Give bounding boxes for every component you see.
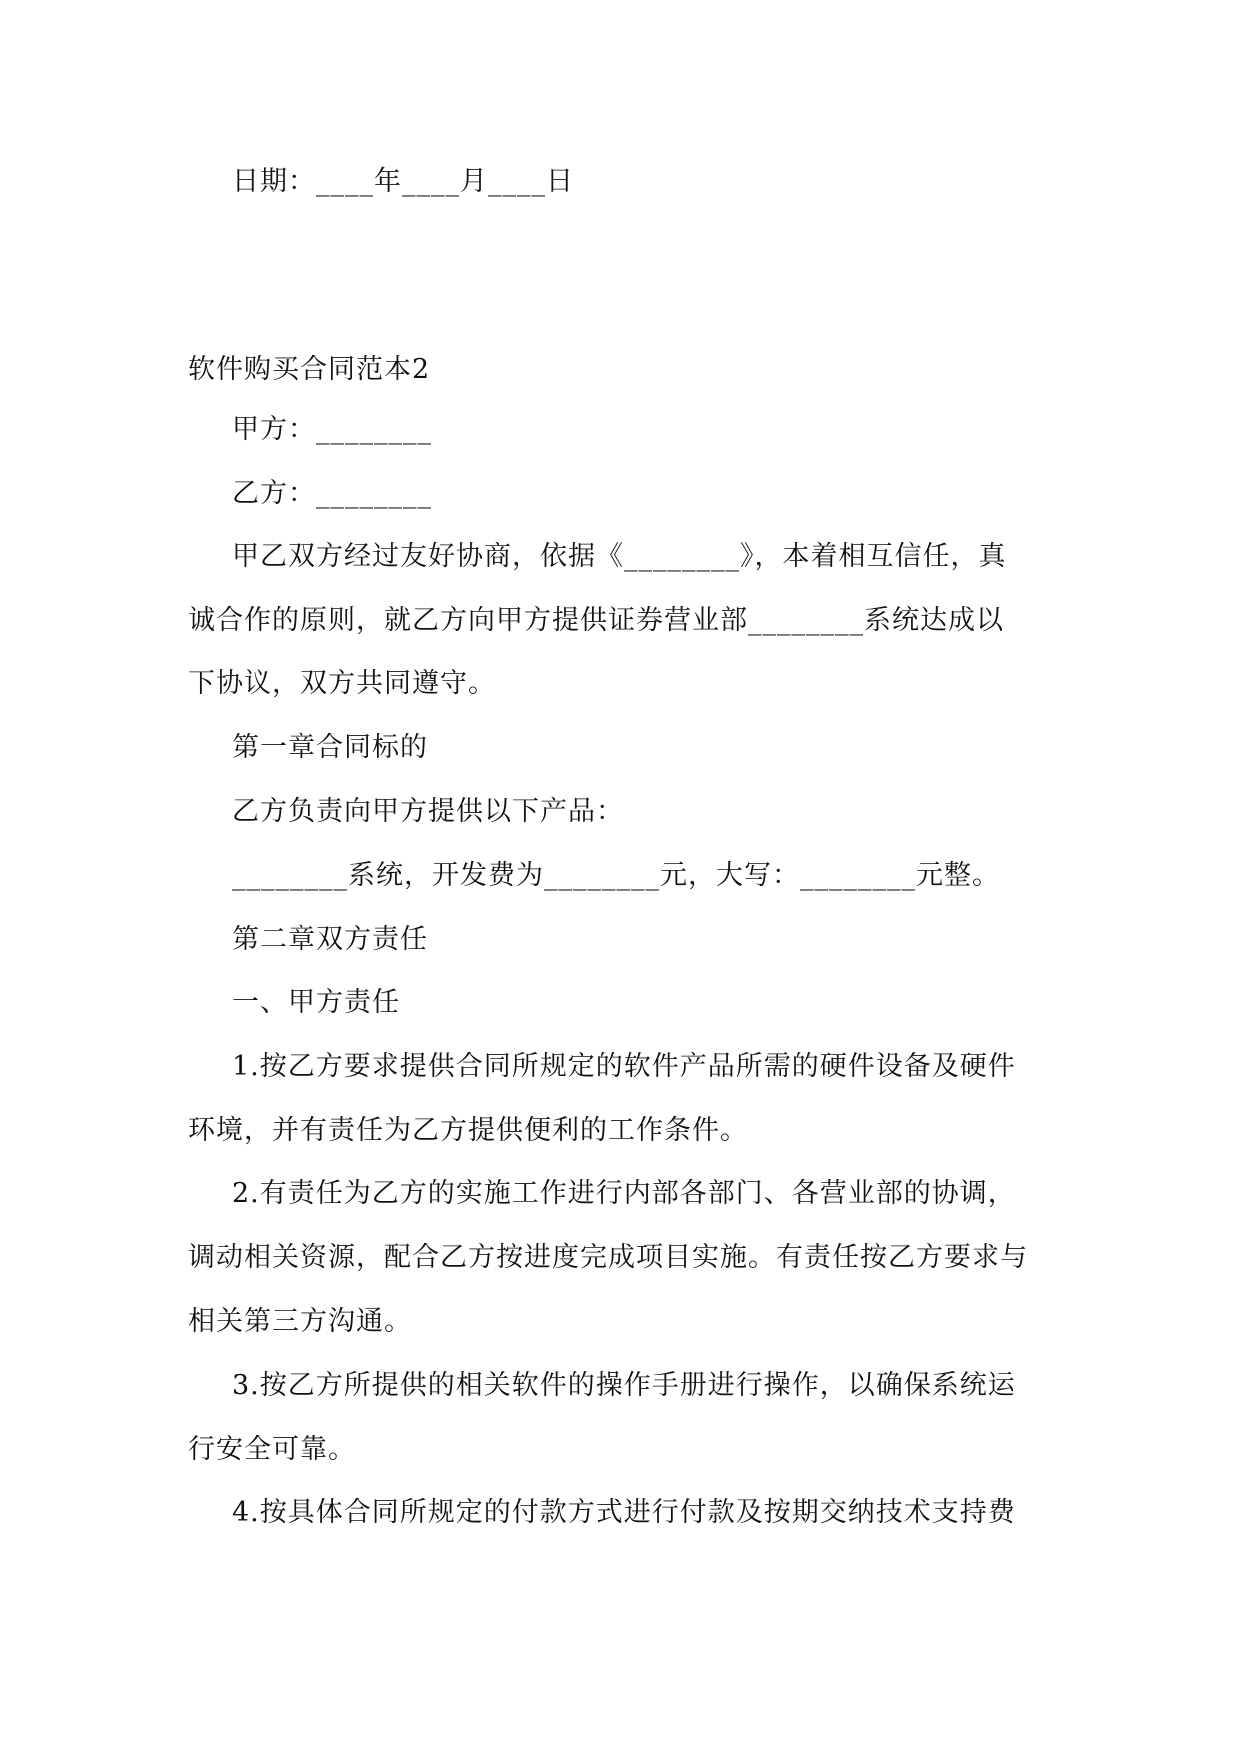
- item1-line-2: 环境，并有责任为乙方提供便利的工作条件。: [188, 1115, 748, 1146]
- chapter1-text: 乙方负责向甲方提供以下产品：: [232, 796, 624, 827]
- party-b-line: 乙方：________: [232, 478, 432, 509]
- item2-line-2: 调动相关资源，配合乙方按进度完成项目实施。有责任按乙方要求与: [188, 1242, 1028, 1273]
- chapter1-fee: ________系统，开发费为________元，大写：________元整。: [232, 860, 1000, 891]
- item3-line-2: 行安全可靠。: [188, 1434, 356, 1465]
- intro-line-2: 诚合作的原则，就乙方向甲方提供证券营业部________系统达成以: [188, 605, 1004, 636]
- intro-line-1: 甲乙双方经过友好协商，依据《________》，本着相互信任，真: [232, 541, 1007, 572]
- intro-line-3: 下协议，双方共同遵守。: [188, 668, 496, 699]
- document-title: 软件购买合同范本2: [188, 354, 431, 385]
- item4-line-1: 4.按具体合同所规定的付款方式进行付款及按期交纳技术支持费: [232, 1497, 1016, 1528]
- party-a-line: 甲方：________: [232, 414, 432, 445]
- chapter1-title: 第一章合同标的: [232, 732, 428, 763]
- item3-line-1: 3.按乙方所提供的相关软件的操作手册进行操作，以确保系统运: [232, 1370, 1016, 1401]
- date-line: 日期：____年____月____日: [232, 166, 574, 197]
- chapter2-title: 第二章双方责任: [232, 924, 428, 955]
- item1-line-1: 1.按乙方要求提供合同所规定的软件产品所需的硬件设备及硬件: [232, 1051, 1016, 1082]
- item2-line-3: 相关第三方沟通。: [188, 1306, 412, 1337]
- section1-title: 一、甲方责任: [232, 987, 400, 1018]
- item2-line-1: 2.有责任为乙方的实施工作进行内部各部门、各营业部的协调，: [232, 1178, 1016, 1209]
